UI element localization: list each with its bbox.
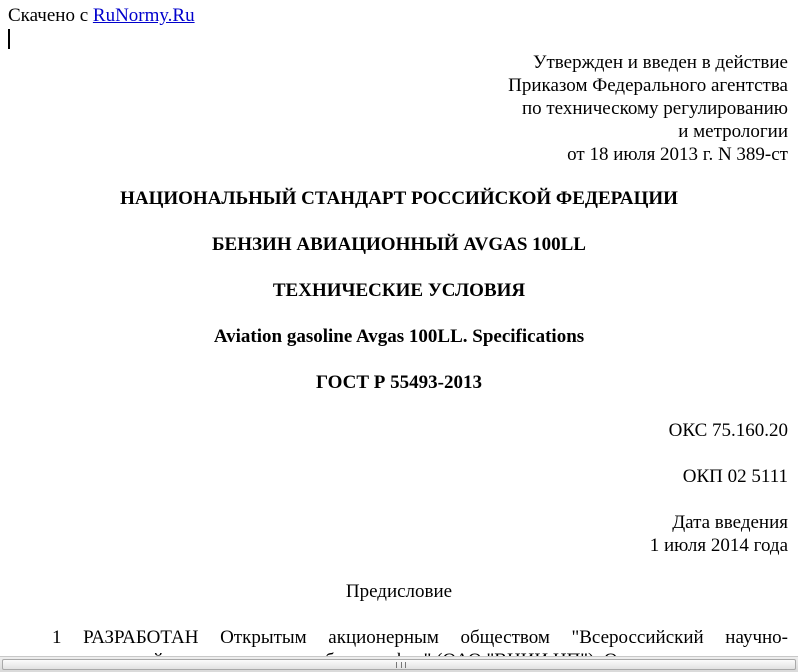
approval-line: Утвержден и введен в действие	[533, 52, 788, 73]
runormy-link[interactable]: RuNormy.Ru	[92, 5, 195, 26]
intro-date-label: Дата введения	[672, 512, 788, 533]
national-standard-heading: НАЦИОНАЛЬНЫЙ СТАНДАРТ РОССИЙСКОЙ ФЕДЕРАЦИИ	[120, 188, 678, 209]
text-cursor	[8, 29, 10, 49]
conditions-heading: ТЕХНИЧЕСКИЕ УСЛОВИЯ	[272, 280, 526, 301]
grip-icon	[396, 662, 406, 668]
approval-line: от 18 июля 2013 г. N 389-ст	[567, 144, 788, 165]
foreword-title: Предисловие	[345, 581, 453, 602]
gost-number-heading: ГОСТ Р 55493-2013	[316, 372, 482, 393]
approval-line: и метрологии	[678, 121, 788, 142]
product-title-heading: БЕНЗИН АВИАЦИОННЫЙ AVGAS 100LL	[212, 234, 586, 255]
source-line	[8, 5, 195, 27]
approval-line: Приказом Федерального агентства	[508, 75, 788, 96]
english-title-heading: Aviation gasoline Avgas 100LL. Specifications	[213, 326, 585, 347]
foreword-item-1-continuation	[10, 649, 788, 656]
okp-code: ОКП 02 5111	[682, 466, 788, 487]
foreword-item-1: 1 РАЗРАБОТАН Открытым акционерным обществом "Всероссийский научно-	[52, 627, 788, 648]
source-prefix: Скачено с	[8, 5, 89, 26]
intro-date-value: 1 июля 2014 года	[649, 535, 788, 556]
horizontal-scrollbar[interactable]	[0, 656, 798, 672]
oks-code: ОКС 75.160.20	[668, 420, 788, 441]
approval-line: по техническому регулированию	[521, 98, 788, 119]
scrollbar-thumb[interactable]	[2, 659, 796, 670]
approval-block	[508, 51, 788, 166]
